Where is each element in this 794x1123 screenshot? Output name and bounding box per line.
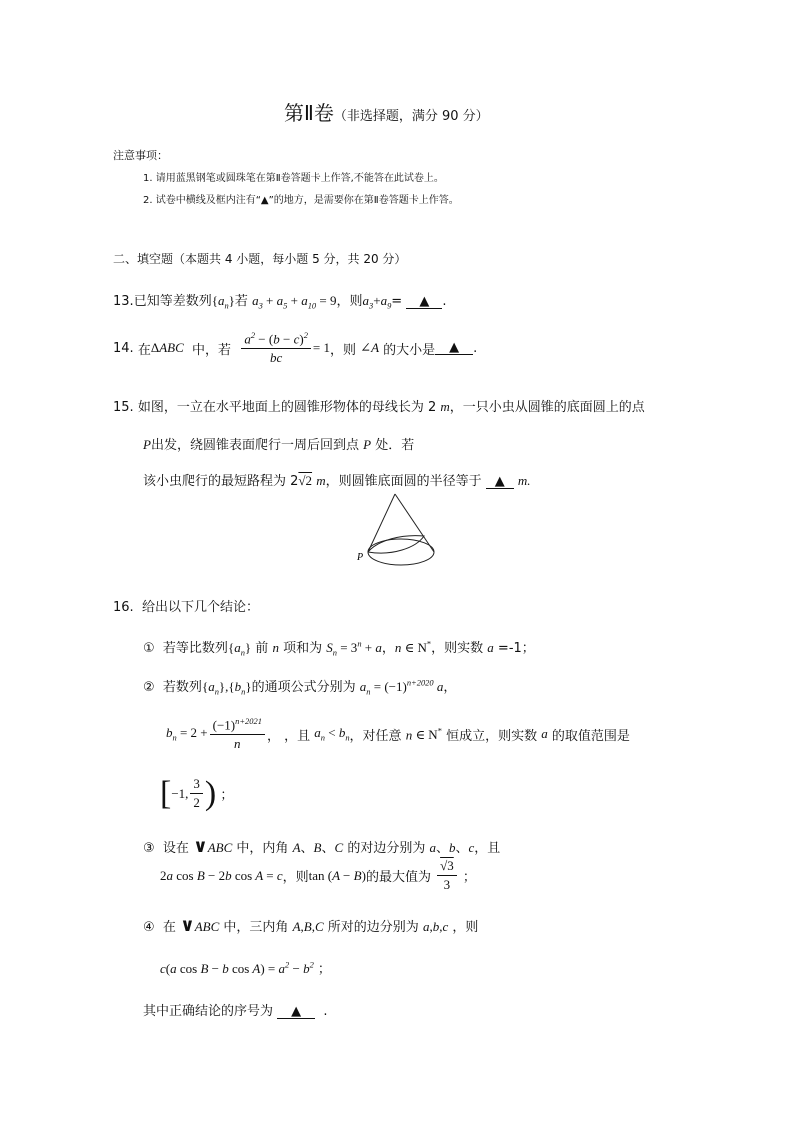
cone-figure — [354, 492, 440, 568]
q15-line2b: 处．若 — [375, 438, 415, 453]
q16-statement-4-line-2 — [160, 958, 331, 977]
q14-text-1: 在 — [137, 342, 151, 358]
notice-item-2: 2. 试卷中横线及框内注有“▲”的地方，是需要你在第Ⅱ卷答题卡上作答。 — [143, 195, 459, 206]
question-15-line-2 — [143, 434, 414, 453]
q14-answer-mark: ▲ — [449, 340, 460, 356]
q16-s3-c: 的对边分别为 — [347, 841, 426, 856]
q16-s2-b: 的通项公式分别为 — [251, 680, 356, 695]
q16-statement-3 — [143, 836, 500, 857]
q14-text-4: 的大小是 — [383, 342, 436, 358]
q14-text-2: 中，若 — [192, 342, 232, 358]
q16-s2-f: 的取值范围是 — [551, 728, 630, 744]
q16-s4-d: ，则 — [452, 920, 479, 935]
question-14 — [113, 330, 477, 366]
q16-s3-b: 中，内角 — [236, 841, 289, 856]
q13-text-2: 若 — [234, 294, 248, 309]
q16-s3-sides: a、b、c — [429, 840, 475, 855]
q16-s2-var: a — [541, 726, 548, 742]
q13-answer-blank[interactable] — [406, 295, 442, 309]
question-16-intro — [113, 596, 259, 615]
q16-statement-1: ① 若等比数列$\{a_n\}$ 前 n 项和为 $S_n = 3^n + a$，n ∈ N*，则实数 a =-1； — [143, 638, 535, 658]
q16-statement-2-range: [ −1, $\frac{3}{2}$ ) ； — [160, 774, 234, 812]
q13-number: 13. — [113, 294, 134, 309]
q14-end: . — [473, 340, 478, 356]
q15-unit-1: m — [440, 399, 450, 414]
q16-s4-e: ； — [317, 962, 331, 977]
q16-statement-2: ② 若数列$\{a_n\},\{b_n\}$的通项公式分别为 $a_n = (-1)^{n+2020}$ a， — [143, 677, 457, 697]
q16-s4-a: 在 — [162, 920, 176, 935]
question-15-line-1 — [113, 396, 645, 415]
q16-s1-a: 若等比数列 — [162, 641, 228, 656]
q16-s1-d: ，则实数 — [431, 641, 484, 656]
q16-end: . — [323, 1004, 328, 1019]
q16-statement-3-line-2 — [160, 858, 476, 893]
q13-condition: $a_3 + a_5 + a_{10} = 9$ — [252, 293, 337, 311]
q16-s3-triangle: ∨ABC — [193, 836, 233, 856]
q16-statement-4 — [143, 915, 478, 936]
cone-path-curve — [368, 536, 424, 553]
q16-s2-mark: ② — [143, 680, 155, 695]
section-heading: 二、填空题（本题共 4 小题，每小题 5 分，共 20 分） — [113, 252, 407, 266]
q15-line3b: ，则圆锥底面圆的半径等于 — [325, 474, 482, 489]
q15-point-p-2: P — [363, 437, 372, 452]
q15-answer-mark: ▲ — [494, 474, 505, 489]
q16-s3-angles: A、B、C — [292, 840, 344, 855]
q15-number: 15. — [113, 400, 134, 415]
page-title — [284, 97, 489, 126]
q16-s1-n: n — [272, 640, 279, 655]
q16-s1-seq: $\{a_n\}$ — [227, 640, 252, 658]
q16-answer-blank[interactable] — [277, 1005, 315, 1019]
q16-s4-c: 所对的边分别为 — [327, 920, 419, 935]
q16-s1-e: =-1； — [497, 641, 535, 656]
q15-line3a: 该小虫爬行的最短路程为 2 — [143, 474, 299, 489]
q16-s4-sides: a,b,c — [422, 919, 449, 934]
q15-point-p: P — [143, 437, 151, 452]
q16-s3-f: 的最大值为 — [365, 870, 431, 885]
q15-line2a: 出发，绕圆锥表面爬行一周后回到点 — [150, 438, 359, 453]
q16-conclusion-text: 其中正确结论的序号为 — [143, 1004, 274, 1019]
q13-end: . — [442, 294, 447, 309]
q13-seq: $\{a_n\}$ — [211, 293, 235, 311]
q14-triangle: ΔABC — [150, 340, 184, 356]
q16-s1-c: 项和为 — [283, 641, 323, 656]
notice-heading: 注意事项： — [113, 149, 168, 162]
q16-s2-range-low: −1, — [171, 785, 189, 801]
title-subtitle: （非选择题，满分 90 分） — [333, 109, 489, 124]
q16-s2-range-high: $\frac{3}{2}$ — [190, 776, 203, 811]
cone-point-label: P — [357, 552, 364, 563]
q16-s4-angles: A,B,C — [292, 919, 324, 934]
q16-s3-max-value: $\frac{√3}{3}$ — [437, 858, 457, 893]
q16-s2-domain: n ∈ N* — [405, 725, 442, 742]
q16-s2-an: $a_n = (-1)^{n+2020}$ a — [359, 677, 444, 697]
q16-s2-d: ，对任意 — [349, 728, 402, 744]
q16-s3-e: ，则 — [282, 870, 309, 885]
q16-s1-var: a — [487, 640, 494, 655]
q16-s2-c: ，且 — [284, 728, 311, 744]
q16-s4-triangle: ∨ABC — [180, 915, 220, 935]
q16-s4-mark: ④ — [143, 920, 155, 935]
notice-item-1: 1. 请用蓝黑钢笔或圆珠笔在第Ⅱ卷答题卡上作答,不能答在此试卷上。 — [143, 173, 444, 184]
cone-base-front — [368, 552, 434, 565]
q16-s2-bn-fraction: $\frac{(-1)^{n+2021}}{n}$ — [210, 716, 265, 752]
q15-sqrt: √2 — [298, 473, 313, 488]
q16-s4-equation: c(a cos B − b $\cos A) = a^2 - b^2$ — [160, 959, 314, 976]
title-main: 第Ⅱ卷 — [284, 101, 334, 125]
q16-s1-mark: ① — [143, 641, 155, 656]
q16-s2-seqs: $\{a_n\},\{b_n\}$ — [201, 679, 252, 697]
q13-answer-mark: ▲ — [419, 294, 430, 309]
q16-s1-b: 前 — [255, 641, 269, 656]
q16-s3-mark: ③ — [143, 841, 155, 856]
q13-text-1: 已知等差数列 — [133, 294, 212, 309]
q14-answer-blank[interactable] — [435, 341, 473, 355]
q16-s3-a: 设在 — [162, 841, 189, 856]
q16-conclusion — [143, 1000, 328, 1019]
q16-s3-d: ，且 — [474, 841, 501, 856]
q14-angle: ∠A — [360, 340, 380, 356]
q15-answer-blank[interactable] — [486, 475, 514, 489]
q16-s3-equation: 2a cos B − 2b cos A = c — [160, 867, 283, 883]
q16-s2-ineq: $a_n < b_n$ — [314, 725, 350, 743]
q16-s2-g: ； — [220, 788, 234, 803]
q16-statement-2-line-2: $b_n = 2$ + $\frac{(-1)^{n+2021}}{n}$ ， ，且 $a_n < b_n$ ，对任意 n ∈ N* 恒成立，则实数 a 的取值范围是 — [166, 716, 630, 752]
question-13 — [113, 290, 446, 311]
q16-s2-a: 若数列 — [162, 680, 202, 695]
q15-unit-2: m — [316, 473, 326, 488]
q13-target: $a_3+a_9$ — [362, 293, 392, 311]
q15-unit-end: m. — [517, 473, 531, 488]
q15-line1b: ，一只小虫从圆锥的底面圆上的点 — [449, 400, 645, 415]
q16-s1-domain: n ∈ N* — [394, 638, 432, 655]
q14-fraction: $\frac{a^2 - (b - c)^2}{bc}$ — [241, 330, 311, 366]
cone-left-edge — [368, 494, 395, 552]
q13-text-3: ，则 — [336, 294, 363, 309]
q16-s4-b: 中，三内角 — [223, 920, 289, 935]
q14-number: 14. — [113, 340, 134, 356]
q16-s3-g: ； — [462, 870, 476, 885]
q16-s2-e: 恒成立，则实数 — [446, 728, 538, 744]
q15-line1: 如图，一立在水平地面上的圆锥形物体的母线长为 2 — [137, 400, 437, 415]
q16-s2-bn: $b_n = 2$ + — [166, 725, 208, 743]
q16-intro: 给出以下几个结论： — [141, 600, 259, 615]
q14-text-3: ，则 — [330, 342, 357, 358]
question-15-line-3 — [143, 470, 531, 489]
q13-eq: = — [391, 294, 403, 309]
q14-eq-one: = 1 — [312, 340, 330, 356]
q16-s1-formula: $S_n = 3^n + a$ — [326, 638, 382, 658]
q16-answer-mark: ▲ — [291, 1004, 302, 1019]
q16-s3-tan: tan (A − B) — [308, 867, 366, 883]
cone-right-edge — [395, 494, 434, 552]
q16-number: 16. — [113, 600, 134, 615]
